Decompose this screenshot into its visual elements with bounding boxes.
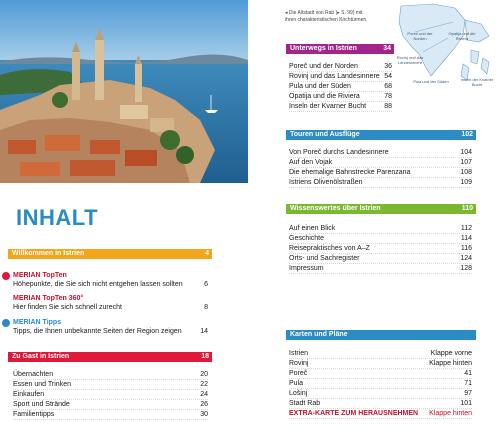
section-header-unterwegs[interactable] (286, 44, 394, 54)
item-page: 107 (460, 159, 472, 166)
item-page: 114 (460, 235, 472, 242)
item-label: Poreč und der Norden (289, 63, 358, 70)
item-page: 71 (464, 380, 472, 387)
item-label: Rovinj und das Landesinnere (289, 73, 380, 80)
section-page: 34 (383, 45, 391, 52)
section-header-touren[interactable] (286, 130, 476, 140)
zu-gast-list (13, 370, 208, 420)
list-item[interactable] (13, 370, 208, 380)
section-header-karten[interactable] (286, 330, 476, 340)
list-item[interactable] (289, 264, 472, 274)
item-page: Klappe hinten (429, 410, 472, 417)
item-label: Die ehemalige Bahnstrecke Parenzana (289, 169, 411, 176)
list-item[interactable] (289, 244, 472, 254)
list-item[interactable] (289, 389, 472, 399)
list-item[interactable] (289, 224, 472, 234)
tipps-icon (2, 319, 10, 327)
karten-list (289, 349, 472, 419)
item-page: 128 (460, 265, 472, 272)
item-page: 104 (460, 149, 472, 156)
feature-body: Tipps, die Ihnen unbekannte Seiten der Region zeigen (13, 328, 182, 335)
item-page: Klappe hinten (429, 360, 472, 367)
list-item[interactable] (289, 379, 472, 389)
list-item[interactable] (289, 148, 472, 158)
item-page: 116 (460, 245, 472, 252)
item-label: Essen und Trinken (13, 381, 71, 388)
item-page: 68 (384, 83, 392, 90)
list-item[interactable] (13, 390, 208, 400)
item-page: 30 (200, 411, 208, 418)
item-page: 24 (200, 391, 208, 398)
item-page: 112 (460, 225, 472, 232)
section-header-willkommen[interactable] (8, 249, 212, 259)
map-label-rovinj: Rovinj und das Landesinnere (396, 55, 424, 65)
section-label: Touren und Ausflüge (290, 131, 360, 138)
item-label: Opatija und die Riviera (289, 93, 360, 100)
section-page: 102 (461, 131, 473, 138)
topten-icon (2, 272, 10, 280)
section-label: Karten und Pläne (290, 331, 348, 338)
list-item[interactable] (289, 102, 392, 112)
feature-title: MERIAN TopTen 360° (13, 295, 84, 302)
section-page: 110 (461, 205, 473, 212)
item-label: Sport und Strände (13, 401, 70, 408)
section-header-wissenswertes[interactable] (286, 204, 476, 214)
feature-body: Höhepunkte, die Sie sich nicht entgehen lassen sollten (13, 281, 183, 288)
item-label: Einkaufen (13, 391, 45, 398)
feature-topten-360[interactable] (13, 294, 208, 312)
item-page: 36 (384, 63, 392, 70)
item-label: EXTRA-KARTE ZUM HERAUSNEHMEN (289, 410, 419, 417)
item-page: 109 (460, 179, 472, 186)
item-page: 88 (384, 103, 392, 110)
item-label: Geschichte (289, 235, 325, 242)
feature-topten[interactable] (13, 271, 208, 289)
item-page: 54 (384, 73, 392, 80)
list-item[interactable] (289, 158, 472, 168)
item-page: 97 (464, 390, 472, 397)
item-page: Klappe vorne (430, 350, 472, 357)
list-item[interactable] (289, 349, 472, 359)
section-label: Zu Gast in Istrien (12, 353, 70, 360)
list-item[interactable] (289, 234, 472, 244)
list-item[interactable] (289, 359, 472, 369)
map-label-inseln: Inseln der Kvarner Bucht (460, 77, 494, 87)
feature-page: 6 (204, 281, 208, 288)
page-title: INHALT (16, 205, 99, 230)
list-item[interactable] (289, 168, 472, 178)
extra-map-item[interactable] (289, 409, 472, 419)
list-item[interactable] (13, 380, 208, 390)
map-label-opatija: Opatija und die Riviera (448, 31, 476, 41)
photo-caption: ◂ Die Altstadt von Rab (▸ S. 99) mit ihren charakteristischen Kirchtürmen. (285, 10, 368, 23)
list-item[interactable] (13, 410, 208, 420)
map-label-porec: Poreč und der Norden (407, 31, 433, 41)
rab-old-town-photo (0, 0, 248, 183)
wissenswertes-list (289, 224, 472, 274)
list-item[interactable] (13, 400, 208, 410)
list-item[interactable] (289, 254, 472, 264)
item-label: Pula (289, 380, 304, 387)
feature-page: 8 (204, 304, 208, 311)
touren-list (289, 148, 472, 188)
item-page: 20 (200, 371, 208, 378)
item-page: 41 (464, 370, 472, 377)
map-label-pula: Pula und der Süden (413, 79, 449, 84)
item-page: 108 (460, 169, 472, 176)
item-label: Stadt Rab (289, 400, 321, 407)
item-label: Auf den Vojak (289, 159, 333, 166)
item-label: Auf einen Blick (289, 225, 336, 232)
feature-merian-tipps[interactable] (13, 318, 208, 336)
section-page: 4 (205, 250, 209, 257)
feature-title: MERIAN TopTen (13, 272, 67, 279)
item-label: Poreč (289, 370, 308, 377)
item-label: Von Poreč durchs Landesinnere (289, 149, 389, 156)
item-label: Inseln der Kvarner Bucht (289, 103, 367, 110)
item-label: Pula und der Süden (289, 83, 351, 90)
section-label: Unterwegs in Istrien (290, 45, 357, 52)
list-item[interactable] (289, 178, 472, 188)
item-page: 26 (200, 401, 208, 408)
unterwegs-list (289, 62, 392, 112)
item-page: 101 (460, 400, 472, 407)
section-page: 18 (201, 353, 209, 360)
item-page: 78 (384, 93, 392, 100)
feature-title: MERIAN Tipps (13, 319, 62, 326)
item-label: Familientipps (13, 411, 55, 418)
item-page: 22 (200, 381, 208, 388)
section-header-zu-gast[interactable] (8, 352, 212, 362)
item-label: Orts- und Sachregister (289, 255, 360, 262)
list-item[interactable] (289, 82, 392, 92)
item-label: Istrien (289, 350, 309, 357)
item-label: Istriens Olivenölstraßen (289, 179, 363, 186)
list-item[interactable] (289, 62, 392, 72)
list-item[interactable] (289, 369, 472, 379)
section-label: Willkommen in Istrien (12, 250, 85, 257)
feature-body: Hier finden Sie sich schnell zurecht (13, 304, 122, 311)
list-item[interactable] (289, 72, 392, 82)
item-label: Rovinj (289, 360, 309, 367)
istria-overview-map (393, 2, 498, 94)
item-label: Reisepraktisches von A–Z (289, 245, 370, 252)
item-page: 124 (460, 255, 472, 262)
list-item[interactable] (289, 92, 392, 102)
item-label: Lošinj (289, 390, 308, 397)
item-label: Übernachten (13, 371, 54, 378)
feature-page: 14 (200, 328, 208, 335)
section-label: Wissenswertes über Istrien (290, 205, 381, 212)
list-item[interactable] (289, 399, 472, 409)
item-label: Impressum (289, 265, 324, 272)
